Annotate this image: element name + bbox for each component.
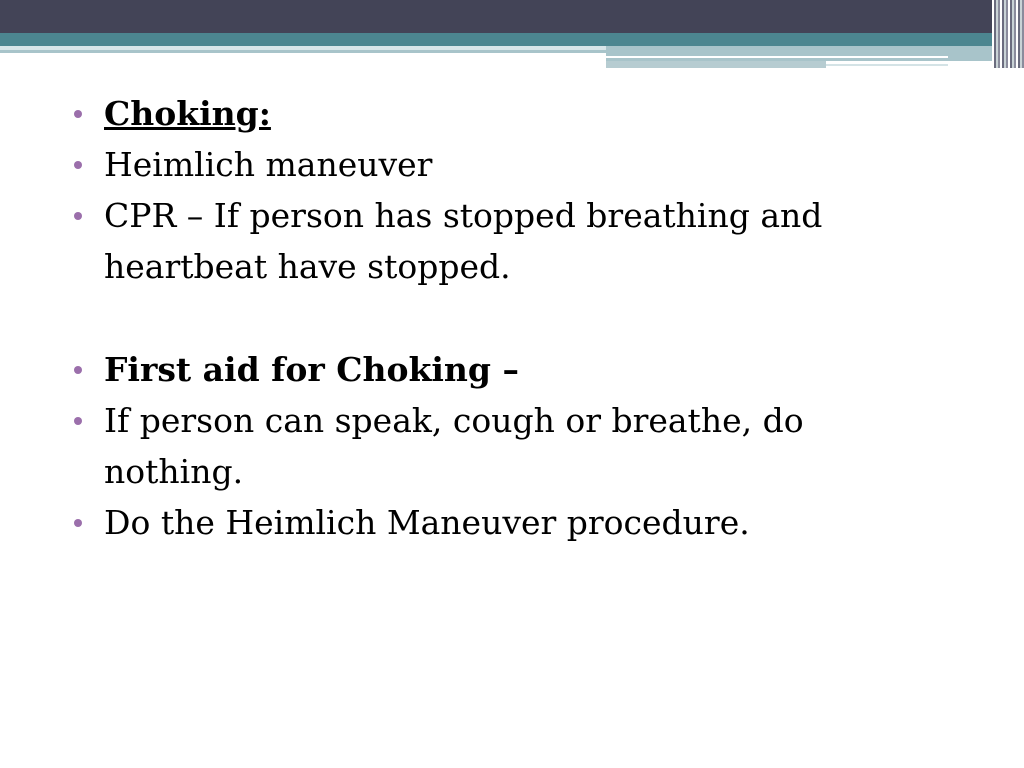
bullet-text-heading: First aid for Choking –	[104, 350, 519, 389]
bullet-dot-icon	[74, 519, 82, 527]
bullet-item	[72, 395, 952, 497]
bullet-item	[72, 139, 952, 190]
bullet-list	[72, 88, 952, 548]
bullet-item	[72, 88, 952, 139]
bullet-dot-icon	[74, 366, 82, 374]
bullet-text: Do the Heimlich Maneuver procedure.	[104, 503, 750, 542]
bullet-dot-icon	[74, 110, 82, 118]
header-light-band-highlight	[0, 46, 606, 50]
bullet-text: CPR – If person has stopped breathing and heartbeat have stopped.	[104, 196, 823, 286]
bullet-text-heading: Choking:	[104, 94, 271, 133]
bullet-text: Heimlich maneuver	[104, 145, 433, 184]
bullet-dot-icon	[74, 161, 82, 169]
header-dark-band	[0, 0, 1024, 33]
header-stripes-decoration	[992, 0, 1024, 68]
header-accent-bar-short	[606, 61, 826, 68]
header-teal-band	[0, 33, 1024, 46]
bullet-dot-icon	[74, 212, 82, 220]
bullet-item	[72, 344, 952, 395]
bullet-item	[72, 190, 952, 292]
bullet-text: If person can speak, cough or breathe, do nothing.	[104, 401, 804, 491]
bullet-dot-icon	[74, 417, 82, 425]
header-accent-line-short	[826, 64, 948, 66]
bullet-item	[72, 497, 952, 548]
header-accent-line	[606, 56, 948, 58]
